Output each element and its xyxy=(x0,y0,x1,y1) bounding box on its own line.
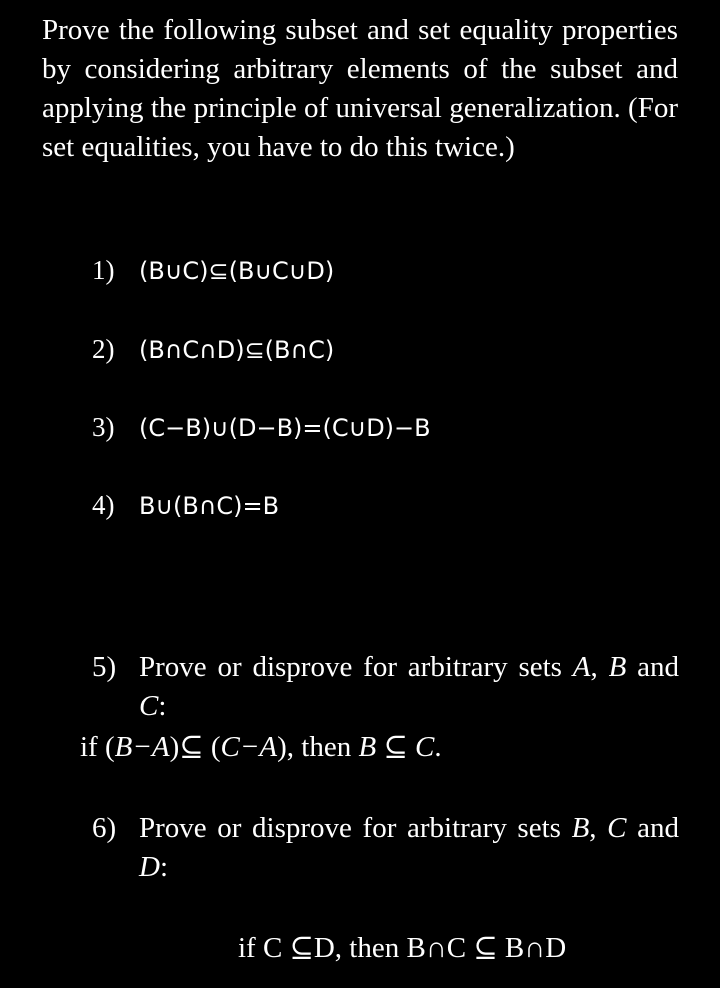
problem-number: 4) xyxy=(92,490,115,520)
statement-separator: , xyxy=(589,812,608,844)
statement-text: and xyxy=(626,812,679,844)
problem-number: 6) xyxy=(92,812,117,844)
problem-4 xyxy=(92,486,279,526)
problem-expression: B∪(B∩C)=B xyxy=(139,492,280,520)
statement-text: Prove or disprove for arbitrary sets xyxy=(139,812,572,844)
condition-expression: B−A xyxy=(114,731,170,763)
statement-colon: : xyxy=(158,690,167,722)
condition-text: ), then xyxy=(277,731,359,763)
condition-text: if ( xyxy=(80,731,115,763)
statement-separator: , xyxy=(590,651,609,683)
problem-number: 5) xyxy=(92,651,117,683)
statement-colon: : xyxy=(159,851,169,883)
condition-text: )⊆ ( xyxy=(169,731,221,763)
statement-text: Prove or disprove for arbitrary sets xyxy=(139,651,573,683)
condition-expression: C−A xyxy=(220,731,278,763)
problem-3 xyxy=(92,408,431,448)
problem-6 xyxy=(92,809,679,887)
problem-expression: (B∩C∩D)⊆(B∩C) xyxy=(139,336,335,364)
set-variable: C xyxy=(607,812,627,844)
problem-expression: (B∪C)⊆(B∪C∪D) xyxy=(139,257,335,285)
set-variable: D xyxy=(139,851,160,883)
instructions-paragraph: Prove the following subset and set equality properties by considering arbitrary elements of the subset and applying the principle of universal generalization. (For set equalities, you have to do this twice.) xyxy=(42,14,678,163)
set-variable: B xyxy=(608,651,627,683)
problem-number: 3) xyxy=(92,412,115,442)
problem-5-condition xyxy=(80,728,442,767)
set-variable: B xyxy=(571,812,590,844)
set-variable: A xyxy=(572,651,591,683)
problem-5 xyxy=(92,648,679,726)
problem-expression: (C−B)∪(D−B)=(C∪D)−B xyxy=(139,414,431,442)
problem-1 xyxy=(92,251,334,291)
statement-text: and xyxy=(626,651,679,683)
condition-period: . xyxy=(434,731,442,763)
problem-number: 1) xyxy=(92,255,115,285)
problem-statement xyxy=(139,809,679,887)
problem-number: 2) xyxy=(92,334,115,364)
condition-conclusion: B ⊆ C xyxy=(358,731,435,763)
problem-statement xyxy=(139,648,679,726)
problem-6-condition: if C ⊆D, then B∩C ⊆ B∩D xyxy=(238,932,567,964)
set-variable: C xyxy=(139,690,159,722)
problem-2 xyxy=(92,330,334,370)
